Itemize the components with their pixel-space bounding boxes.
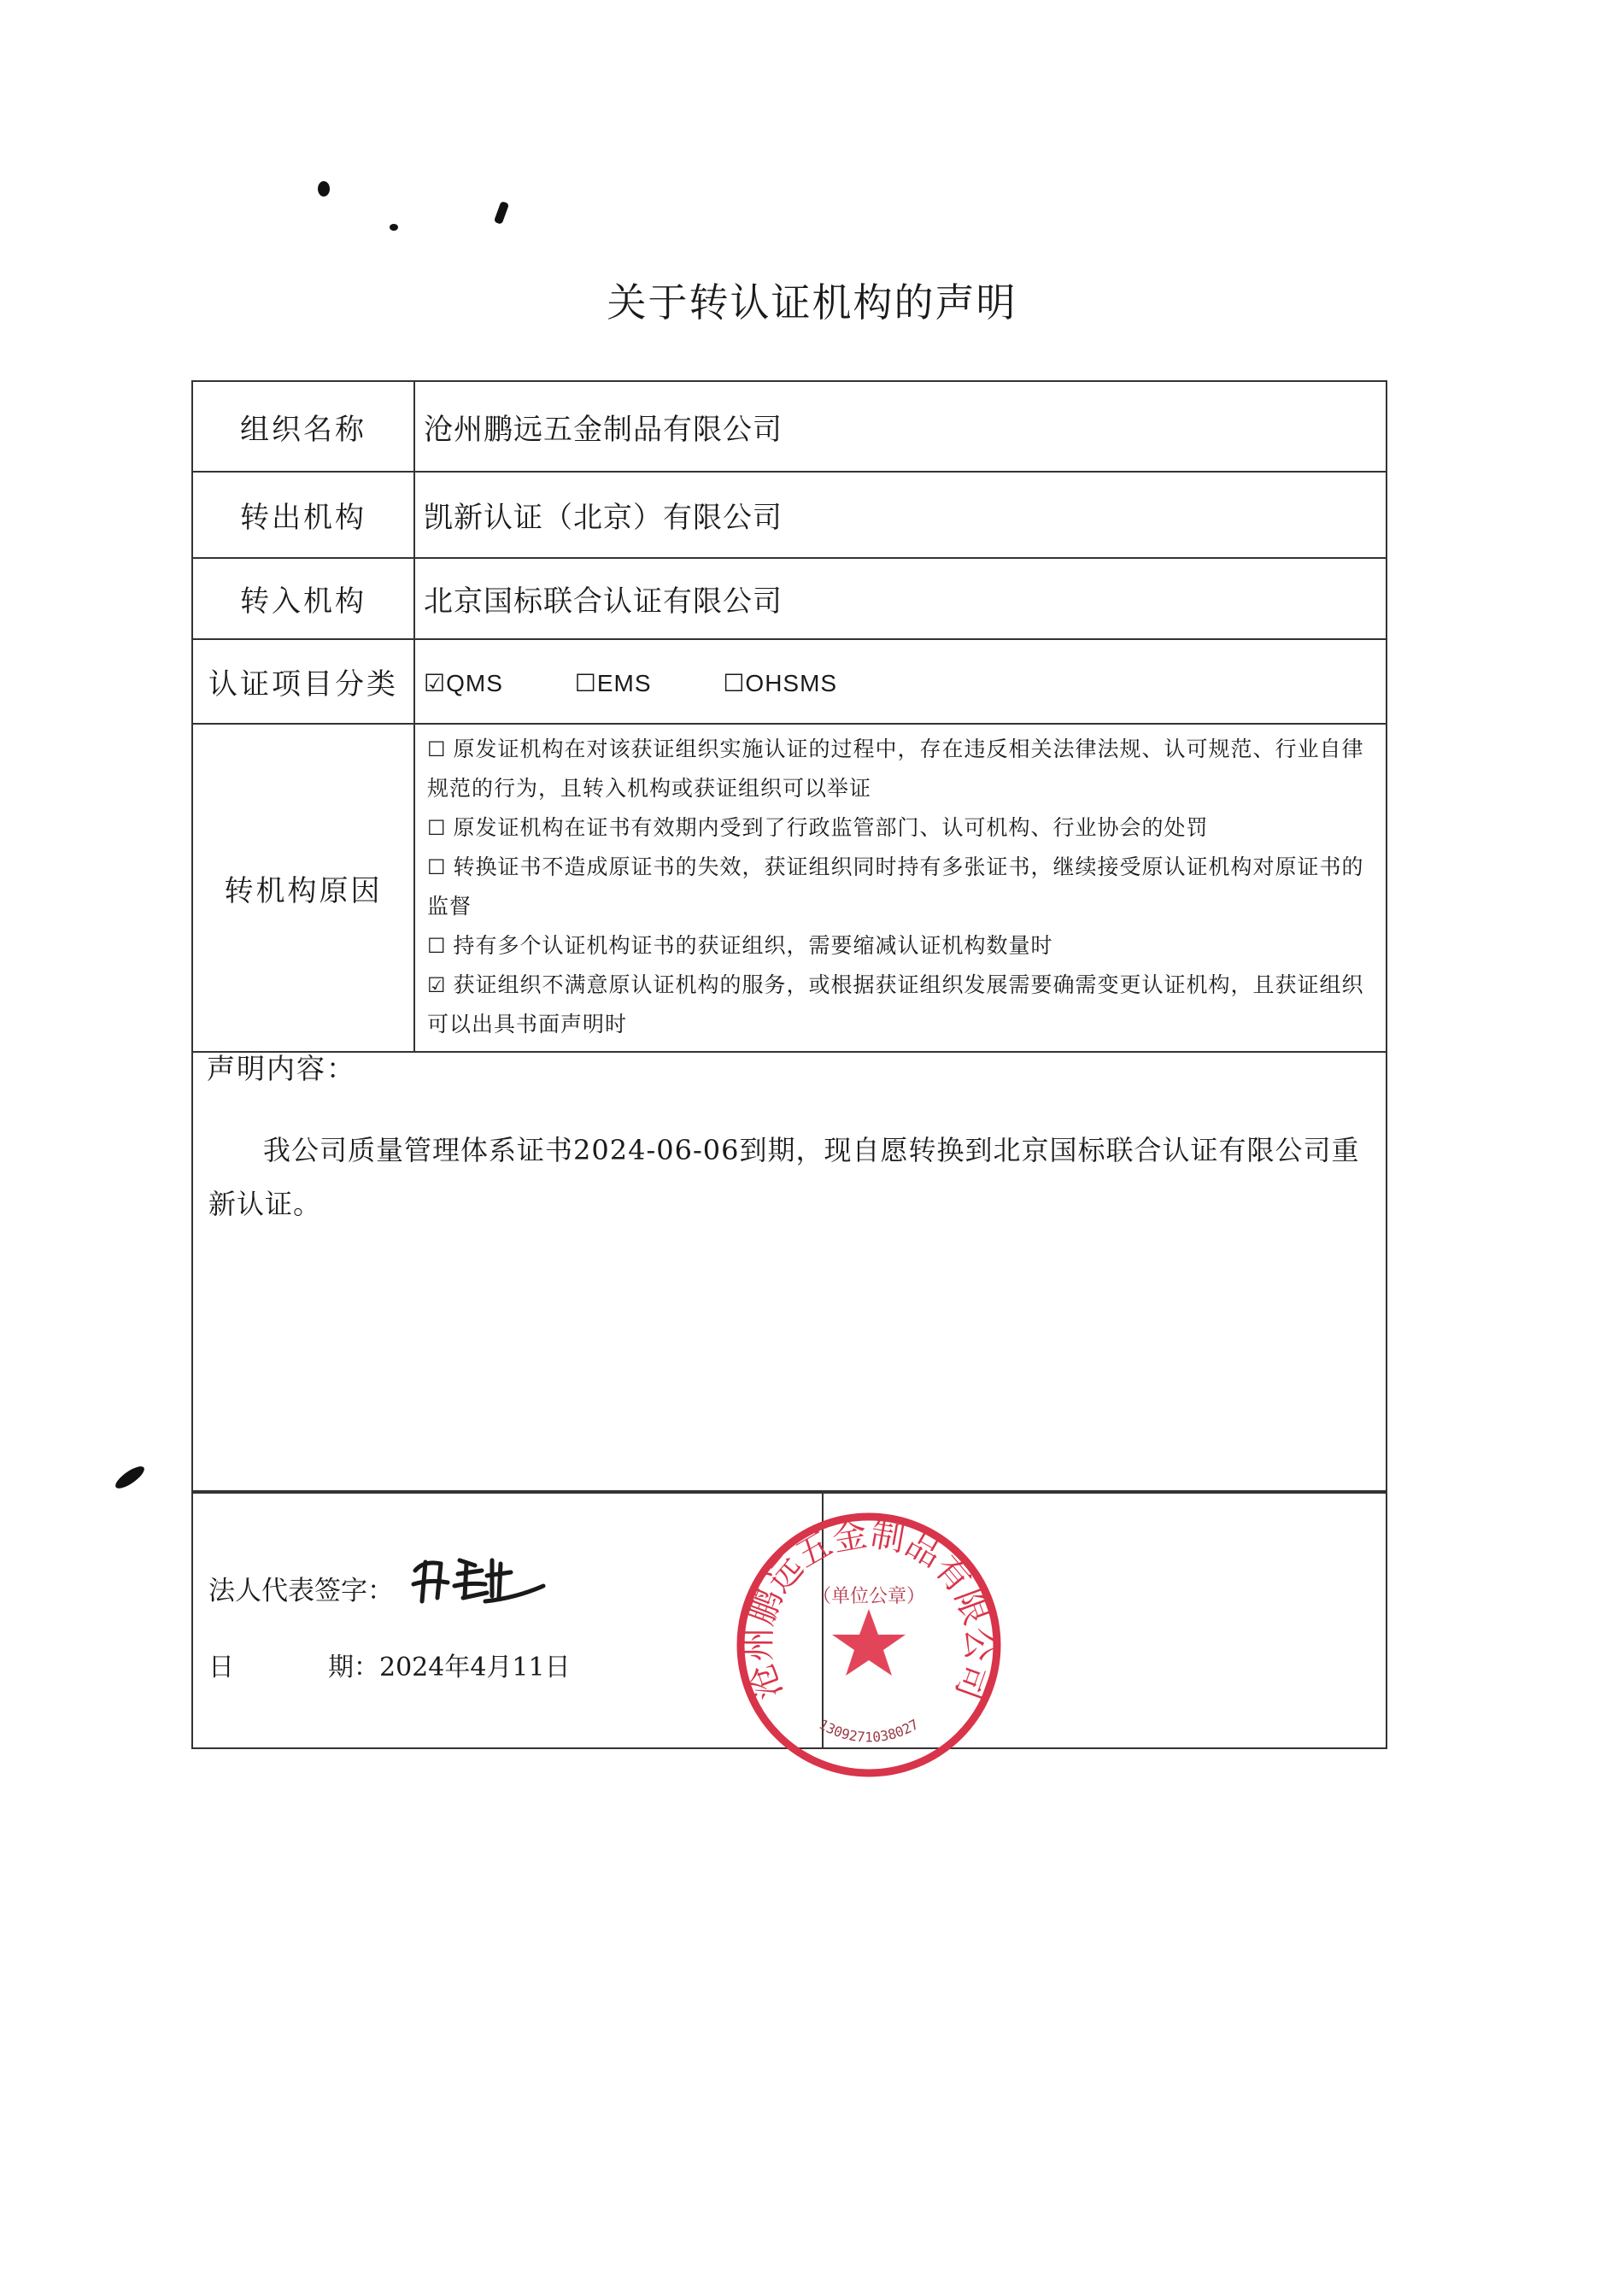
date-label-part2: 期：: [328, 1653, 379, 1682]
reason-item: [427, 926, 1377, 966]
reason-text: 持有多个认证机构证书的获证组织，需要缩减认证机构数量时: [453, 933, 1053, 958]
category-row: [192, 639, 1387, 724]
transfer-in-value: 北京国标联合认证有限公司: [414, 558, 1387, 639]
checkbox-empty-icon: ☐: [427, 816, 447, 840]
transfer-in-label: 转入机构: [192, 558, 414, 639]
reason-text: 获证组织不满意原认证机构的服务，或根据获证组织发展需要确需变更认证机构，且获证组织可以出具书面声明时: [427, 972, 1364, 1036]
category-ems: [575, 669, 652, 697]
reason-label: 转机构原因: [192, 724, 414, 1052]
seal-code: 1309271038027: [816, 1716, 922, 1746]
scan-speck: [494, 201, 509, 225]
svg-text:1309271038027: [817, 1716, 922, 1745]
document-title: 关于转认证机构的声明: [607, 279, 1017, 326]
declaration-section: [191, 1038, 1387, 1492]
checkbox-empty-icon: ☐: [723, 668, 746, 697]
checkbox-empty-icon: ☐: [574, 668, 597, 697]
checkbox-checked-icon: ☑: [427, 973, 447, 997]
category-label: 认证项目分类: [192, 639, 414, 724]
reason-item: [427, 808, 1377, 848]
category-name: OHSMS: [745, 669, 838, 696]
checkbox-empty-icon: ☐: [427, 934, 447, 958]
date-line: [208, 1646, 571, 1683]
scan-speck: [318, 181, 330, 197]
seal-company-name: 沧州鹏远五金制品有限公司: [739, 1514, 999, 1705]
org-name-label: 组织名称: [192, 381, 414, 472]
category-qms: [424, 669, 503, 697]
org-name-row: [192, 381, 1387, 472]
handwritten-signature: [407, 1545, 552, 1613]
date-label-part1: 日: [208, 1653, 234, 1682]
reason-text: 原发证机构在对该获证组织实施认证的过程中，存在违反相关法律法规、认可规范、行业自律规范的行为，且转入机构或获证组织可以举证: [427, 737, 1364, 801]
reason-row: [192, 724, 1387, 1052]
company-seal: [732, 1508, 1005, 1782]
declaration-label: 声明内容：: [207, 1052, 356, 1085]
legal-rep-label: 法人代表签字：: [208, 1576, 394, 1606]
date-value: 2024年4月11日: [379, 1653, 571, 1682]
category-options: [414, 639, 1387, 724]
scan-speck: [390, 224, 398, 231]
reason-text: 转换证书不造成原证书的失效，获证组织同时持有多张证书，继续接受原认证机构对原证书的监督: [427, 854, 1364, 919]
transfer-out-value: 凯新认证（北京）有限公司: [414, 472, 1387, 558]
declaration-body: 我公司质量管理体系证书2024-06-06到期，现自愿转换到北京国标联合认证有限公司重新认证。: [208, 1134, 1360, 1220]
category-name: EMS: [596, 669, 652, 696]
checkbox-empty-icon: ☐: [427, 855, 447, 879]
category-name: QMS: [446, 669, 503, 696]
transfer-in-row: [192, 558, 1387, 639]
reason-item: [427, 848, 1377, 926]
reason-text: 原发证机构在证书有效期内受到了行政监管部门、认可机构、行业协会的处罚: [453, 815, 1209, 840]
checkbox-checked-icon: ☑: [424, 668, 447, 697]
reason-item: [427, 730, 1377, 808]
reason-item: [427, 966, 1377, 1044]
seal-subtitle: （单位公章）: [812, 1586, 926, 1607]
reason-list: [414, 724, 1387, 1052]
transfer-out-row: [192, 472, 1387, 558]
org-name-value: 沧州鹏远五金制品有限公司: [414, 381, 1387, 472]
info-table: [191, 380, 1387, 1053]
scan-speck: [113, 1463, 148, 1492]
signature-cell: [193, 1494, 824, 1747]
transfer-out-label: 转出机构: [192, 472, 414, 558]
category-ohsms: [723, 669, 837, 697]
checkbox-empty-icon: ☐: [427, 737, 447, 761]
